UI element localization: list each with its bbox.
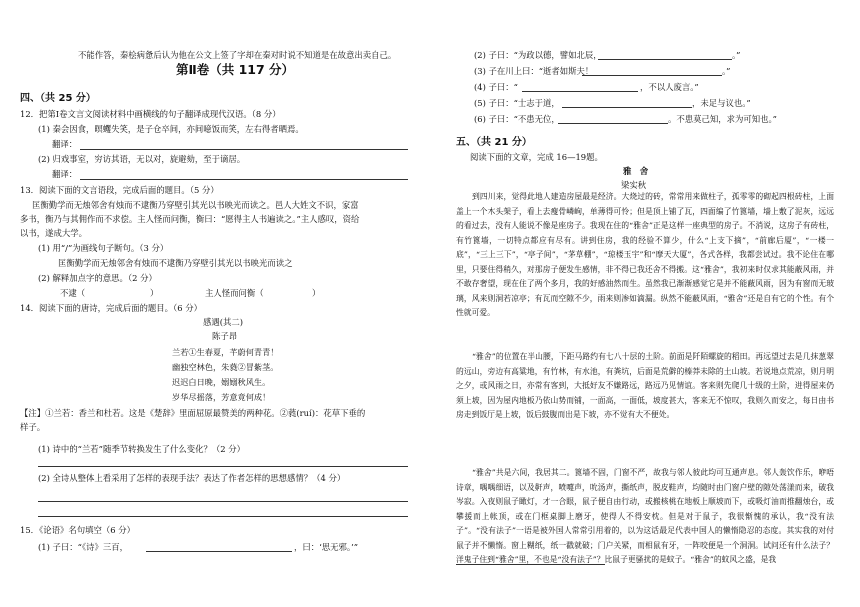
answer-blank[interactable]	[558, 123, 668, 124]
q15-4-end: ，不以人废言。”	[640, 82, 699, 92]
q14-2: (2) 全诗从整体上看采用了怎样的表现手法？表达了作者怎样的思想感情？（4 分）	[38, 473, 346, 483]
poem-note: 【注】①兰若：香兰和杜若。这是《楚辞》里面屈原最赞美的两种花。②蕤(ruí)：花草下垂的	[20, 408, 366, 418]
q13-1: (1) 用“/”为画线句子断句。（3 分）	[38, 243, 169, 253]
q13-2b-close: ）	[312, 288, 321, 298]
essay-paragraph-1: 到四川来，觉得此地人建造房屋最是经济。大烧过的砖，常常用来做柱子，孤零零的砌起四根砖柱，上面盖上一个木头架子，看上去瘦骨嶙峋，单薄得可怜；但是顶上铺了瓦，四面编了竹篦墙，墙上敷了泥灰，远远的看过去，没有人能说不像是座房子。我现在住的“雅舍”正是这样一座典型的房子。不消说，这房子有砖柱，有竹篦墙，一切特点都应有尽有。讲到住房，我的经验不算少，什么“上支下摘”，“前廊后厦”，“一楼一底”，“三上三下”，“亭子间”，“茅草棚”，“琼楼玉宇”和“摩天大厦”，各式各样，我都尝试过。我不论住在哪里，只要住得稍久，对那房子便发生感情，非不得已我还舍不得搬。这“雅舍”，我初来时仅求其能蔽风雨，并不敢存奢望，现在住了两个多月，我的好感油然而生。虽然我已渐渐感觉它是并不能蔽风雨，因为有窗而无玻璃，风来则洞若凉亭；有瓦而空隙不少，雨来则渗如滴漏。纵然不能蔽风雨，“雅舍”还是自有它的个性。有个性就可爱。	[456, 192, 834, 317]
q13-text-line: 以书，遂成大学。	[20, 228, 87, 238]
q12-prompt: 12．把第Ⅰ卷文言文阅读材料中画横线的句子翻译成现代汉语。（8 分）	[20, 109, 281, 119]
q15-5-end: ，未足与议也。”	[692, 98, 751, 108]
q13-text-line: 匡衡勤学而无烛邻舍有烛而不逮衡乃穿壁引其光以书映光而读之。邑人大姓文不识，家富	[32, 200, 359, 210]
q15-1-end: ，曰：‘思无邪。’”	[294, 542, 359, 552]
poem-title: 感遇(其二)	[203, 317, 244, 327]
answer-blank[interactable]	[598, 59, 732, 60]
q15-2-start: (2) 子曰：“为政以德，譬如北辰，	[474, 50, 602, 60]
answer-line[interactable]	[80, 149, 408, 150]
q13-2: (2) 解释加点字的意思。（2 分）	[38, 273, 157, 283]
answer-line[interactable]	[38, 501, 408, 502]
translate-label-2: 翻译：	[52, 169, 78, 179]
answer-line[interactable]	[80, 179, 408, 180]
answer-blank[interactable]	[562, 107, 692, 108]
q13-text-line: 多书，衡乃与其佣作而不求偿。主人怪而问衡，衡曰：“愿得主人书遍读之。”主人感叹，资给	[20, 214, 360, 224]
translate-label-1: 翻译：	[52, 139, 78, 149]
intro-line: 不能作答，秦桧病惫后认为他在公文上签了字却在秦对时说不知道是在故意出卖自己。	[78, 50, 397, 60]
poem-line: 兰若①生春夏，芊蔚何青青！	[172, 347, 279, 357]
answer-blank[interactable]	[522, 91, 638, 92]
section-four-heading: 四、（共 25 分）	[20, 93, 96, 104]
essay-paragraph-3-end: 比鼠子更骚扰的是蚊子。“雅舍”的蚊风之盛，是我	[604, 555, 777, 564]
poem-line: 岁华尽摇落，芳意竟何成！	[172, 392, 271, 402]
underlined-sentence-part: 洋鬼	[456, 555, 472, 564]
q15-6-end: 。不患莫己知，求为可知也。”	[668, 114, 777, 124]
essay-paragraph-3-text: “雅舍”共是六间，我居其二。篦墙不固，门窗不严，故我与邻人彼此均可互通声息。邻人轰饮作乐，咿唔诗章，喁喁细语，以及鼾声，喷嚏声，吮汤声，撕纸声，脱皮鞋声，均随时由门窗户壁的隙处荡漾而来，破我岑寂。入夜则鼠子瞰灯，才一合眼，鼠子便自由行动，或搬核桃在地板上顺坡而下，或吸灯油而推翻烛台，或攀援而上帐顶，或在门框桌脚上磨牙，使得人不得安枕。但是对于鼠子，我很惭愧的承认，我“没有法子”。“没有法子”一语是被外国人常常引用着的，以为这话最足代表中国人的懒惰隐忍的态度。其实我的对付鼠子并不懒惰。窗上糊纸，纸一戳就破；门户关紧，而相鼠有牙，一阵咬便是一个洞洞。试问还有什么法子？	[456, 468, 834, 550]
poem-line: 幽独空林色，朱蕤②冒紫茎。	[172, 362, 279, 372]
q13-2a: 不逮（	[60, 288, 86, 298]
q14-1: (1) 诗中的“兰若”随季节转换发生了什么变化？（2 分）	[38, 444, 245, 454]
q15-2-end: 。”	[732, 50, 741, 60]
poem-line: 迟迟白日晚，嫋嫋秋风生。	[172, 377, 271, 387]
q13-1-text: 匡衡勤学而无烛邻舍有烛而不逮衡乃穿壁引其光以书映光而读之	[58, 258, 293, 268]
q13-prompt: 13．阅读下面的文言语段，完成后面的题目。（5 分）	[20, 185, 219, 195]
q15-5-start: (5) 子曰：“士志于道，	[474, 98, 560, 108]
answer-blank[interactable]	[582, 75, 722, 76]
poem-author: 陈子昂	[212, 331, 238, 341]
underlined-sentence-part: 子住到“雅舍”里，不也是“没有法子”？	[471, 555, 605, 564]
q15-4-start: (4) 子曰：“	[474, 82, 518, 92]
q15-3-end: 。”	[722, 66, 731, 76]
q12-2: (2) 归戏事室，穷访其语，无以对，旋避劾，至于谪居。	[38, 154, 246, 164]
answer-blank[interactable]	[146, 551, 292, 552]
section-five-heading: 五、（共 21 分）	[456, 137, 532, 148]
essay-author: 梁实秋	[621, 180, 647, 190]
essay-paragraph-2: “雅舍”的位置在半山腰，下距马路约有七八十层的土阶。前面是阡陌螺旋的稻田。再远望过去是几抹葱翠的远山，旁边有高粱地，有竹林，有水池，有粪坑，后面是荒僻的榛莽未除的土山坡。若说地点荒凉，则月明之夕，或风雨之日，亦常有客到，大抵好友不嫌路远，路远乃见情谊。客来则先爬几十级的土阶，进得屋来仍须上坡，因为屋内地板乃依山势而铺，一面高，一面低，坡度甚大，客来无不惊叹，我则久而安之，每日由书房走到饭厅是上坡，饭后鼓腹而出是下坡，亦不觉有大不便处。	[456, 352, 834, 419]
q15-1-start: (1) 子曰：“《诗》三百，	[38, 542, 128, 552]
answer-line[interactable]	[38, 466, 408, 467]
answer-line[interactable]	[38, 516, 408, 517]
q13-2b: 主人怪而问衡（	[205, 288, 264, 298]
reading-intro: 阅读下面的文章，完成 16—19题。	[470, 152, 603, 162]
q15-6-start: (6) 子曰：“不患无位，	[474, 114, 560, 124]
q12-1: (1) 秦会因食，暝蠼失笑，是子仓卒间，亦间噫饭而笑，左右得者晒焉。	[38, 124, 304, 134]
q15-3-start: (3) 子在川上曰：“逝者如斯夫！	[474, 66, 594, 76]
q14-prompt: 14．阅读下面的唐诗，完成后面的题目。（6 分）	[20, 303, 202, 313]
essay-title: 雅 舍	[623, 166, 649, 176]
poem-note-cont: 样子。	[20, 422, 46, 432]
q13-2a-close: ）	[150, 288, 159, 298]
q15-prompt: 15．《论语》名句填空（6 分）	[20, 525, 135, 535]
essay-paragraph-3	[456, 466, 834, 601]
volume-title: 第Ⅱ卷（共 117 分）	[176, 62, 295, 77]
